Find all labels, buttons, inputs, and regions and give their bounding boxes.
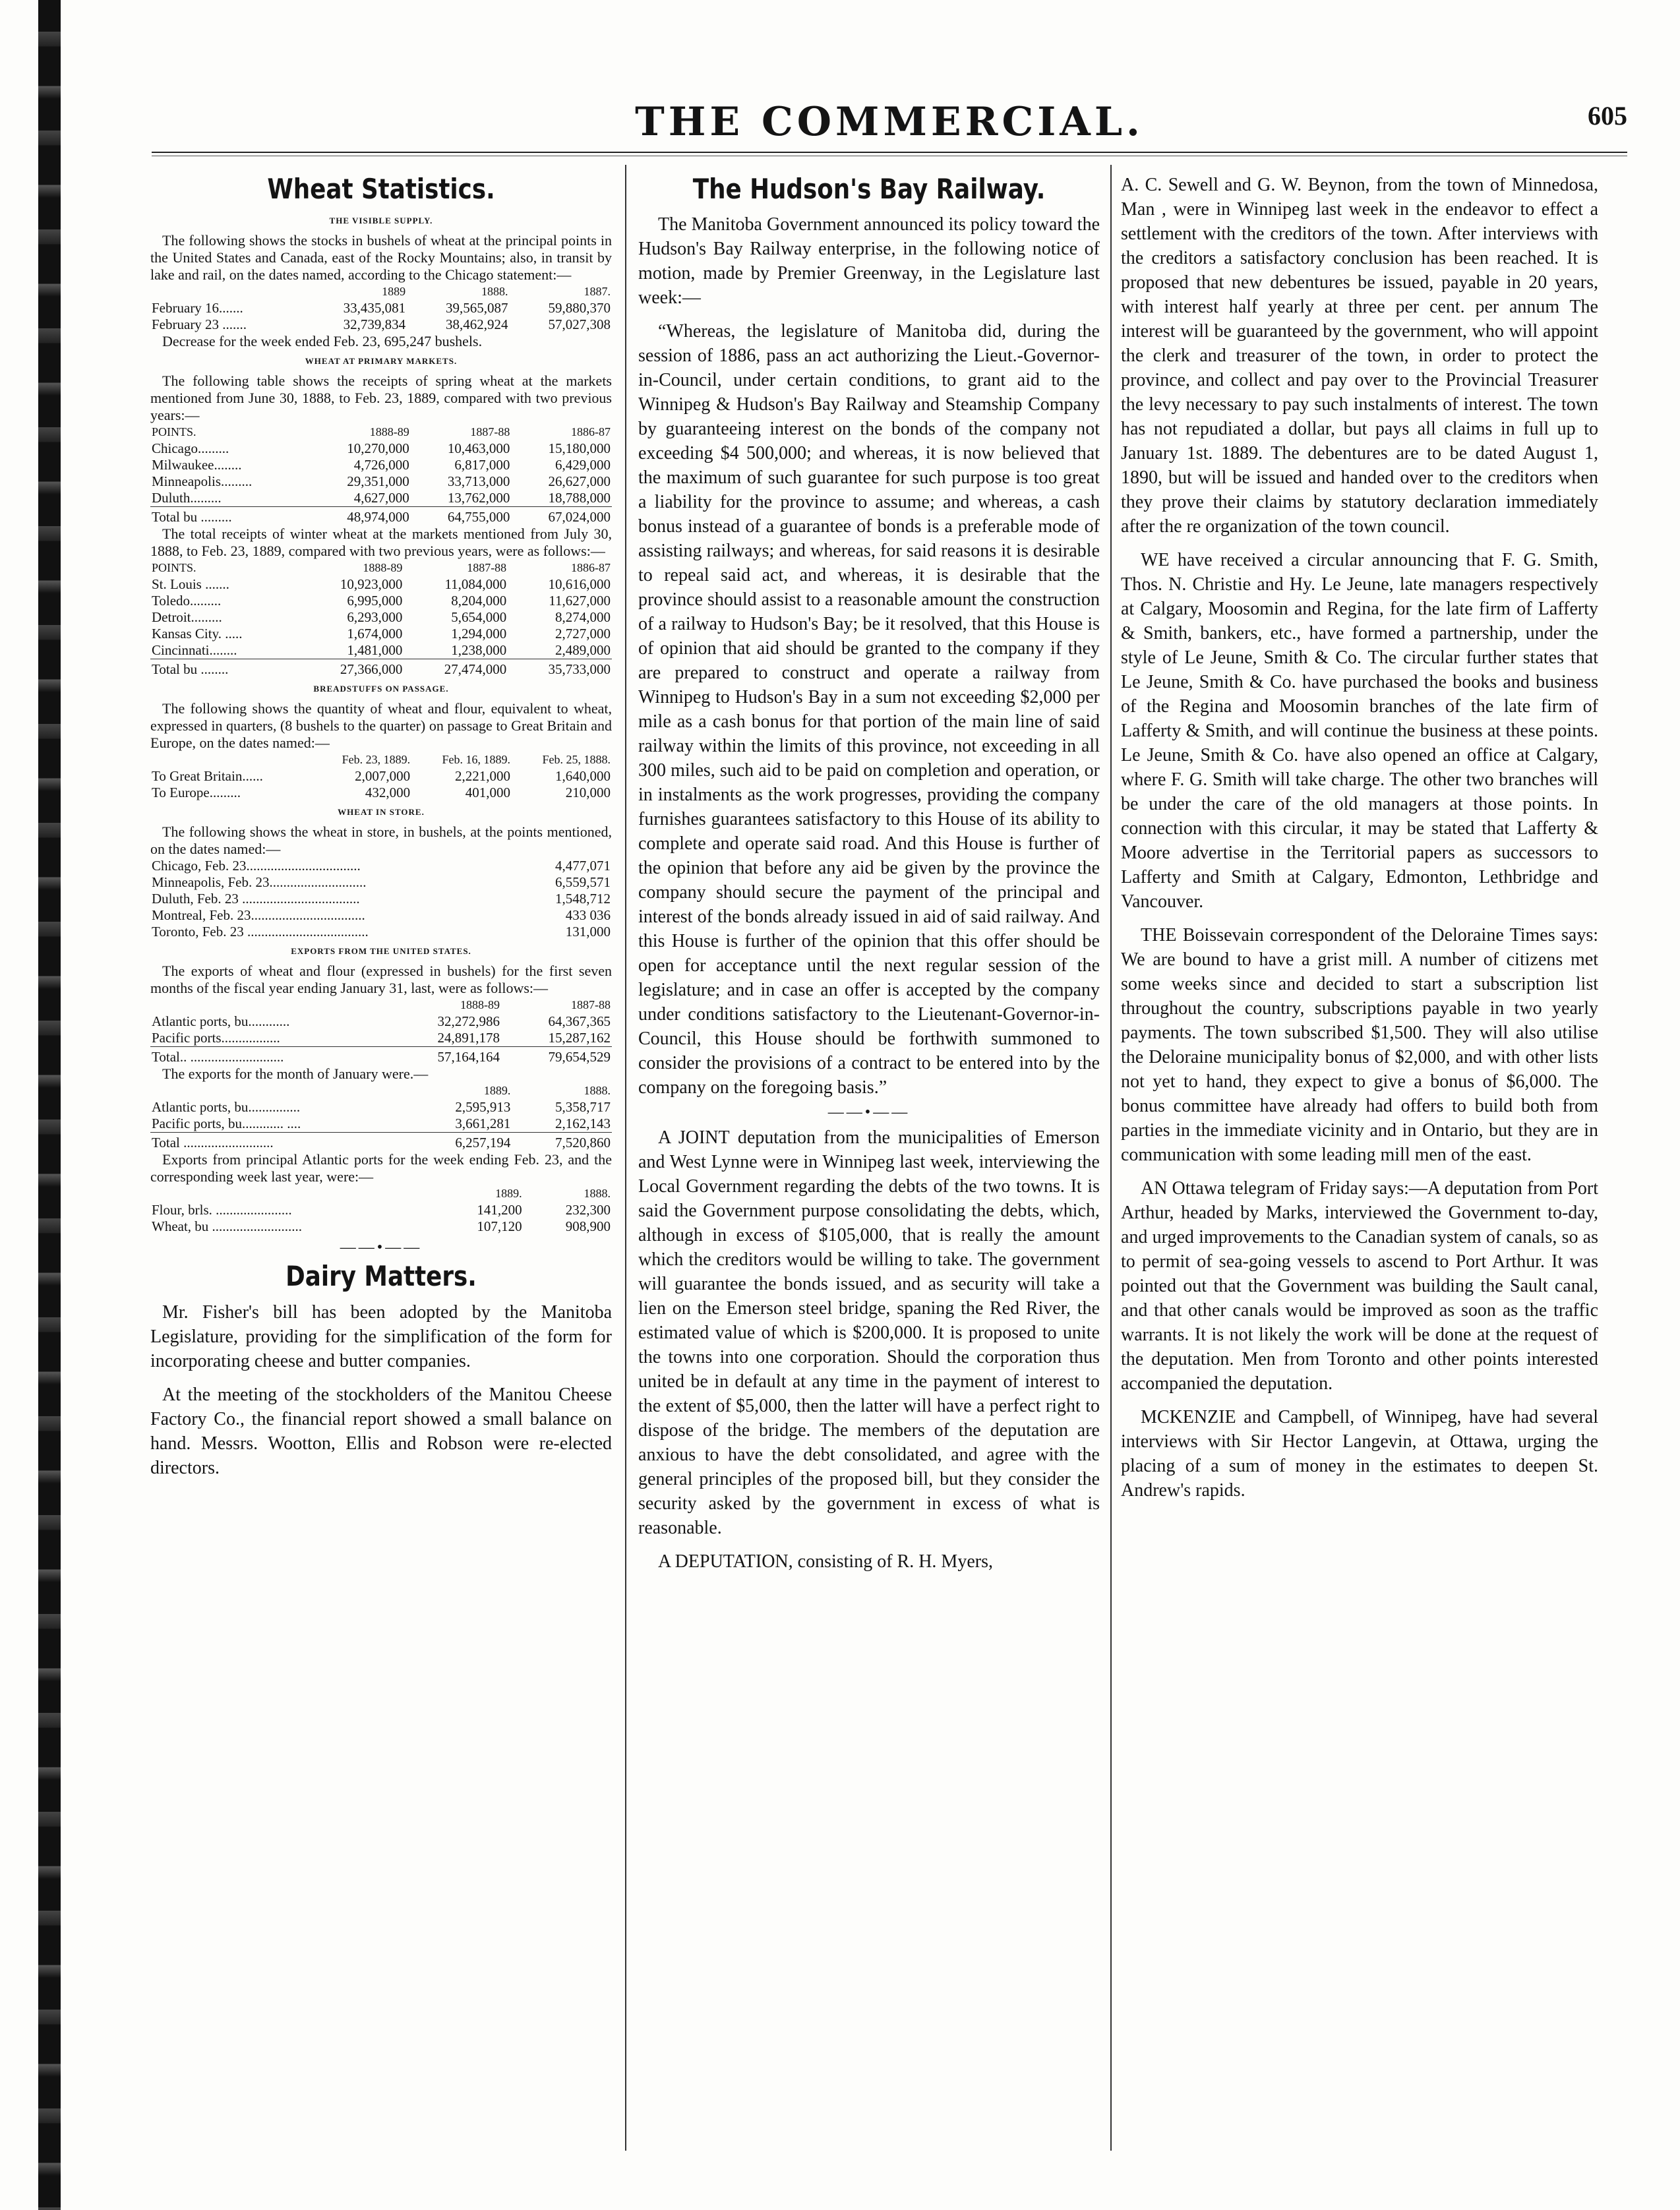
page-number: 605	[1588, 101, 1627, 131]
lead-in: WE	[1141, 550, 1170, 570]
column-2	[638, 173, 1100, 2151]
exports-intro: The exports of wheat and flour (expressed in bushels) for the first seven months of the fiscal year ending January 31, last, were as follows:—	[150, 963, 612, 997]
table-total-row: Total bu ......... 48,974,000 64,755,000 67,024,000	[150, 507, 612, 526]
winter-wheat-intro: The total receipts of winter wheat at the markets mentioned from July 30, 1888, to Feb. 23, 1889, compared with two previous years, were as follows:—	[150, 525, 612, 560]
table-row: Milwaukee........ 4,726,000 6,817,000 6,429,000	[152, 457, 611, 473]
visible-supply-subhead: THE VISIBLE SUPPLY.	[329, 216, 433, 226]
header-rule	[152, 152, 1627, 153]
column-rule-2	[1110, 165, 1112, 2151]
lead-in: AN	[1141, 1178, 1168, 1199]
lead-in: A JOINT	[658, 1127, 730, 1149]
month-exports-intro: The exports for the month of January were.—	[162, 1065, 429, 1083]
le-jeune-paragraph: WE have received a circular announcing that F. G. Smith, Thos. N. Christie and Hy. Le Jeune, late managers respectively at Calgary, Moosomin and Regina, for the late firm of Lafferty & Smith, bankers, etc., have formed a partnership, under the style of Le Jeune, Smith & Co. The circular further states that Le Jeune, Smith & Co. have purchased the books and business of the Regina and Moosomin branches of the late firm of Lafferty & Smith, and will continue the business at these points. Le Jeune, Smith & Co. have also opened an office at Calgary, where F. G. Smith will take charge. The other two branches will be under the care of the old managers at those points. In connection with this circular, it may be stated that Lafferty & Moore advertise in the Territorial papers as successors to Lafferty and Smith at Calgary, Edmonton, Lethbridge and Vancouver.	[1121, 550, 1598, 912]
section-divider: ——•——	[340, 1239, 423, 1257]
passage-subhead: BREADSTUFFS ON PASSAGE.	[313, 684, 449, 694]
boissevain-paragraph: THE Boissevain correspondent of the Deloraine Times says: We are bound to have a grist mill. A number of citizens met some weeks since and decided to start a subscription list throughout the country, subscriptions payable in two yearly payments. The town subscribed $1,500. They will also utilise the Deloraine municipality bonus of $2,000, and with other lists not yet to hand, they expect to give a bonus of $6,000. The bonus committee have already had offers to build both from parties in the immediate vicinity and in Ontario, but they are in communication with some leading mill men of the east.	[1121, 925, 1598, 1165]
lead-in: A DEPUTATION,	[658, 1551, 793, 1572]
store-table	[150, 858, 612, 940]
column-rule-1	[625, 165, 626, 2151]
hudsons-bay-paragraph-1: The Manitoba Government announced its policy toward the Hudson's Bay Railway enterprise, in the following notice of motion, made by Premier Greenway, in the Legislature last week:—	[638, 214, 1100, 309]
table-row: Pacific ports................. 24,891,178 15,287,162	[152, 1030, 611, 1046]
table-row: Cincinnati........ 1,481,000 1,238,000 2,489,000	[152, 642, 611, 659]
passage-table: Feb. 23, 1889. Feb. 16, 1889. Feb. 25, 1888. To Great Britain...... 2,007,000 2,221,000 1,640,000 To Europe......... 432,000 401,000 210,000	[152, 753, 611, 801]
table-row: Toronto, Feb. 23 ................................... 131,000	[152, 924, 611, 940]
masthead-title: THE COMMERCIAL.	[635, 99, 1144, 145]
winter-wheat-table: POINTS. 1888-89 1887-88 1886-87 St. Louis ....... 10,923,000 11,084,000 10,616,000 Toledo......... 6,995,000 8,204,000 11,627,000 Detroit......... 6,293,000 5,654,000 8,274,000 Kansas City. ..... 1,674,000 1,294,000 2,727,000 Cincinnati........ 1,481,000 1,238,000 2,489,000 Total bu ........ 27,366,000 27,474,000 35,733,000	[152, 561, 611, 678]
deputation-paragraph: A DEPUTATION, consisting of R. H. Myers,	[658, 1551, 993, 1572]
table-row: Detroit......... 6,293,000 5,654,000 8,274,000	[152, 609, 611, 626]
minnedosa-paragraph: A. C. Sewell and G. W. Beynon, from the town of Minnedosa, Man , were in Winnipeg last week in the endeavor to effect a settlement with the creditors of the town. After interviews with the creditors a satisfactory conclusion has been reached. It is proposed that new debentures be issued, payable in 20 years, with interest half yearly at three per cent. per annum The interest will be guaranteed by the government, who will appoint the clerk and treasurer of the town, in order to protect the province, and collect and pay over to the Provincial Treasurer the levy necessary to pay such instalments of interest. The town has not repudiated a dollar, but pays all claims in full up to January 1st. 1889. The debentures are to be dated August 1, 1890, but will be issued and handed over to the creditors when they prove their claims by statutory declaration immediately after the re organization of the town council.	[1121, 175, 1598, 537]
exports-subhead: EXPORTS FROM THE UNITED STATES.	[291, 946, 471, 957]
table-row: February 16....... 33,435,081 39,565,087 59,880,370	[152, 300, 611, 316]
visible-supply-note: Decrease for the week ended Feb. 23, 695,247 bushels.	[162, 333, 483, 350]
primary-markets-intro: The following table shows the receipts of spring wheat at the markets mentioned from June 30, 1888, to Feb. 23, 1889, compared with two previous years:—	[150, 373, 612, 424]
store-subhead: WHEAT IN STORE.	[338, 807, 425, 818]
table-row: Chicago......... 10,270,000 10,463,000 15,180,000	[152, 440, 611, 457]
lead-in: THE	[1141, 925, 1177, 945]
dairy-matters-heading: Dairy Matters.	[285, 1260, 477, 1293]
exports-table: 1888-89 1887-88 Atlantic ports, bu............ 32,272,986 64,367,365 Pacific ports................. 24,891,178 15,287,162 Total.. ........................... 57,164,164 79,654,529	[152, 998, 611, 1065]
visible-supply-table: 1889 1888. 1887. February 16....... 33,435,081 39,565,087 59,880,370 February 23 ....... 32,739,834 38,462,924 57,027,308	[152, 285, 611, 333]
table-row: Kansas City. ..... 1,674,000 1,294,000 2,727,000	[152, 626, 611, 642]
dairy-paragraph-1: Mr. Fisher's bill has been adopted by the Manitoba Legislature, providing for the simplification of the form for incorporating cheese and butter companies.	[150, 1301, 612, 1371]
masthead	[152, 99, 1627, 152]
table-row: Atlantic ports, bu............ 32,272,986 64,367,365	[152, 1013, 611, 1030]
table-row: Chicago, Feb. 23................................. 4,477,071	[152, 858, 611, 874]
week-exports-intro: Exports from principal Atlantic ports for the week ending Feb. 23, and the corresponding week last year, were:—	[150, 1151, 612, 1185]
table-row: Minneapolis......... 29,351,000 33,713,000 26,627,000	[152, 473, 611, 490]
table-row: Duluth, Feb. 23 .................................. 1,548,712	[152, 891, 611, 907]
week-exports-table: 1889. 1888. Flour, brls. ...................... 141,200 232,300 Wheat, bu .......................... 107,120 908,900	[152, 1187, 611, 1235]
table-row: To Great Britain...... 2,007,000 2,221,000 1,640,000	[152, 768, 611, 785]
hudsons-bay-paragraph-2: “Whereas, the legislature of Manitoba did, during the session of 1886, pass an act authorizing the Lieut.-Governor-in-Council, under certain conditions, to grant aid to the Winnipeg & Hudson's Bay Railway and Steamship Company by guaranteeing interest on the bonds of the company not exceeding $4 500,000; and whereas, it is now believed that the maximum of such guarantee for such purpose is too great a liability for the province to assume; and whereas, a cash bonus instead of a guarantee of bonds is a preferable mode of assisting railways; and whereas, for said reasons it is desirable to repeal said act, and whereas, it is desirable that the province should assist to a reasonable amount the construction of a railway to Hudson's Bay; be it resolved, that this House is of opinion that aid should be granted to the company if they are prepared to construct and operate a railway from Winnipeg to Hudson's Bay in a sum not exceeding $2,000 per mile as a cash bonus for that portion of the main line of said railway within the limits of this province, not exceeding in all 300 miles, such aid to be paid on completion and operation, or in instalments as the work progresses, providing the company furnishes guarantees satisfactory to this House of its ability to complete and operate said road. And this House is further of the opinion that before any aid be given by the province the company should secure the payment of the principal and interest of the bonds already issued in aid of said railway. And this House is further of the opinion that this offer should be open for acceptance until the next regular session of the legislature; and in case an offer is accepted by the company under conditions satisfactory to the Lieutenant-Governor-in-Council, this House should be forthwith summoned to consider the provisions of a contract to be entered into by the company on the foregoing basis.”	[638, 321, 1100, 1098]
table-row: St. Louis ....... 10,923,000 11,084,000 10,616,000	[152, 576, 611, 593]
primary-markets-subhead: WHEAT AT PRIMARY MARKETS.	[305, 356, 458, 367]
table-row: Atlantic ports, bu............... 2,595,913 5,358,717	[152, 1099, 611, 1116]
lead-in: MCKENZIE	[1141, 1407, 1236, 1427]
binding-edge	[38, 0, 61, 2210]
ottawa-paragraph: AN Ottawa telegram of Friday says:—A deputation from Port Arthur, headed by Marks, interviewed the Government to-day, and urged improvements to the Canadian system of canals, so as to permit of sea-going vessels to ascend to Port Arthur. It was pointed out that the Government was building the Sault canal, and that other canals would be improved as soon as the traffic warrants. It is not likely the work will be done at the request of the deputation. Men from Toronto and other points interested accompanied the deputation.	[1121, 1178, 1598, 1394]
table-row: Minneapolis, Feb. 23............................ 6,559,571	[152, 874, 611, 891]
mckenzie-paragraph: MCKENZIE and Campbell, of Winnipeg, have had several interviews with Sir Hector Langevin, at Ottawa, urging the placing of a sum of money in the estimates to deepen St. Andrew's rapids.	[1121, 1407, 1598, 1501]
table-row: Pacific ports, bu............ .... 3,661,281 2,162,143	[152, 1116, 611, 1132]
dairy-paragraph-2: At the meeting of the stockholders of the Manitou Cheese Factory Co., the financial report showed a small balance on hand. Messrs. Wootton, Ellis and Robson were re-elected directors.	[150, 1384, 612, 1478]
column-1	[150, 173, 612, 2151]
hudsons-bay-heading: The Hudson's Bay Railway.	[692, 173, 1046, 205]
table-row: To Europe......... 432,000 401,000 210,000	[152, 785, 611, 801]
primary-markets-table: POINTS. 1888-89 1887-88 1886-87 Chicago......... 10,270,000 10,463,000 15,180,000 Milwaukee........ 4,726,000 6,817,000 6,429,000 Minneapolis......... 29,351,000 33,713,000 26,627,000 Duluth......... 4,627,000 13,762,000 18,788,000 Total bu ......... 48,974,000 64,755,000 67,024,000	[152, 425, 611, 525]
table-row: Montreal, Feb. 23................................. 433 036	[152, 907, 611, 924]
table-total-row: Total .......................... 6,257,194 7,520,860	[150, 1133, 612, 1152]
table-row: Wheat, bu .......................... 107,120 908,900	[152, 1218, 611, 1235]
section-divider: ——•——	[827, 1104, 911, 1121]
wheat-statistics-heading: Wheat Statistics.	[267, 173, 495, 205]
column-3	[1121, 173, 1598, 2151]
joint-deputation-paragraph: A JOINT deputation from the municipalities of Emerson and West Lynne were in Winnipeg last week, interviewing the Local Government regarding the debts of the two towns. It is said the Government purpose consolidating the debts, which, although in excess of $105,000, that is really the amount which the creditors would be willing to take. The government will guarantee the bonds issued, and as security will take a lien on the Emerson steel bridge, spaning the Red River, the estimated value of which is $200,000. It is proposed to unite the towns into one corporation. Should the corporation thus united be in default at any time in the payment of interest to the extent of $5,000, then the latter will have a perfect right to dispose of the bridge. The members of the deputation are anxious to have the debt consolidated, and agree with the general principles of the proposed bill, but they consider the security asked by the government in excess of what is reasonable.	[638, 1127, 1100, 1539]
table-total-row: Total.. ........................... 57,164,164 79,654,529	[150, 1047, 612, 1066]
passage-intro: The following shows the quantity of wheat and flour, equivalent to wheat, expressed in quarters, (8 bushels to the quarter) on passage to Great Britain and Europe, on the dates named:—	[150, 700, 612, 752]
table-row: Toledo......... 6,995,000 8,204,000 11,627,000	[152, 593, 611, 609]
table-row: Flour, brls. ...................... 141,200 232,300	[152, 1202, 611, 1218]
table-row: Duluth......... 4,627,000 13,762,000 18,788,000	[152, 490, 611, 506]
visible-supply-intro: The following shows the stocks in bushels of wheat at the principal points in the United States and Canada, east of the Rocky Mountains; also, in transit by lake and rail, on the dates named, according to the Chicago statement:—	[150, 232, 612, 284]
table-row: February 23 ....... 32,739,834 38,462,924 57,027,308	[152, 316, 611, 333]
month-exports-table: 1889. 1888. Atlantic ports, bu............... 2,595,913 5,358,717 Pacific ports, bu............ .... 3,661,281 2,162,143 Total .......................... 6,257,194 7,520,860	[152, 1084, 611, 1151]
table-total-row: Total bu ........ 27,366,000 27,474,000 35,733,000	[150, 659, 612, 678]
store-intro: The following shows the wheat in store, in bushels, at the points mentioned, on the dates named:—	[150, 823, 612, 858]
